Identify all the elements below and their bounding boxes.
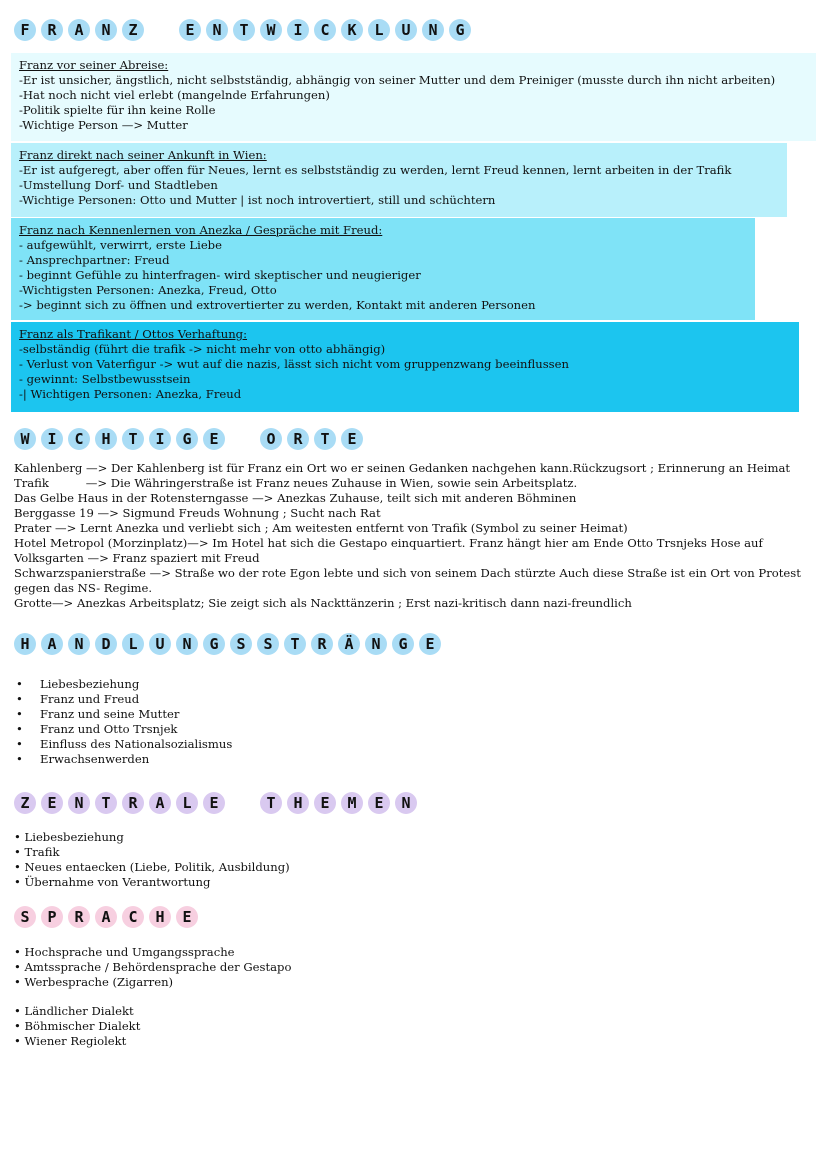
heading-letter: Ä	[338, 633, 360, 655]
list-item: • Franz und Freud	[14, 692, 232, 707]
heading-letter: W	[14, 428, 36, 450]
heading-letter: T	[95, 792, 117, 814]
heading-letter: C	[314, 19, 336, 41]
heading-zentrale-themen	[14, 792, 452, 814]
section-line: -Umstellung Dorf- und Stadtleben	[19, 178, 218, 192]
heading-letter: T	[122, 428, 144, 450]
heading-letter: N	[68, 792, 90, 814]
heading-letter: N	[176, 633, 198, 655]
heading-letter: H	[95, 428, 117, 450]
heading-word	[14, 428, 230, 450]
heading-letter: C	[122, 906, 144, 928]
orte-list	[14, 461, 826, 611]
heading-handlungsstraenge	[14, 633, 476, 655]
heading-letter: E	[179, 19, 201, 41]
heading-word	[14, 19, 149, 41]
section-line: -| Wichtigen Personen: Anezka, Freud	[19, 387, 242, 401]
ort-item: Volksgarten —> Franz spaziert mit Freud	[14, 551, 260, 565]
heading-letter: S	[14, 906, 36, 928]
list-item: • Hochsprache und Umgangssprache	[14, 945, 291, 960]
heading-letter: A	[41, 633, 63, 655]
heading-letter: R	[41, 19, 63, 41]
section-line: - Verlust von Vaterfigur -> wut auf die nazis, lässt sich nicht vom gruppenzwang beeinflussen	[19, 357, 569, 371]
section-box-vor-abreise	[11, 53, 816, 141]
heading-letter: D	[95, 633, 117, 655]
heading-letter: I	[41, 428, 63, 450]
section-line: -Politik spielte für ihn keine Rolle	[19, 103, 216, 117]
list-item: • Liebesbeziehung	[14, 830, 290, 845]
heading-letter: N	[68, 633, 90, 655]
heading-letter: S	[230, 633, 252, 655]
ort-item: Das Gelbe Haus in der Rotensterngasse —> Anezkas Zuhause, teilt sich mit anderen Böhminen	[14, 491, 577, 505]
heading-letter: N	[206, 19, 228, 41]
list-item: • Wiener Regiolekt	[14, 1034, 140, 1049]
section-title: Franz nach Kennenlernen von Anezka / Gespräche mit Freud:	[19, 223, 383, 237]
list-item: • Franz und Otto Trsnjek	[14, 722, 232, 737]
heading-word	[179, 19, 476, 41]
heading-letter: E	[41, 792, 63, 814]
heading-letter: E	[176, 906, 198, 928]
section-line: -Wichtige Personen: Otto und Mutter | ist noch introvertiert, still und schüchtern	[19, 193, 496, 207]
heading-letter: T	[260, 792, 282, 814]
heading-letter: U	[395, 19, 417, 41]
section-title: Franz als Trafikant / Ottos Verhaftung:	[19, 327, 248, 341]
heading-letter: E	[314, 792, 336, 814]
heading-letter: G	[176, 428, 198, 450]
heading-letter: E	[419, 633, 441, 655]
heading-letter: K	[341, 19, 363, 41]
heading-sprache	[14, 906, 233, 928]
section-line: -Er ist aufgeregt, aber offen für Neues, lernt es selbstständig zu werden, lernt Freud kennen, lernt arbeiten in der Trafik	[19, 163, 732, 177]
ort-item: Berggasse 19 —> Sigmund Freuds Wohnung ; Sucht nach Rat	[14, 506, 381, 520]
sprache-list-a	[14, 945, 291, 990]
heading-letter: N	[95, 19, 117, 41]
heading-letter: I	[149, 428, 171, 450]
heading-letter: A	[149, 792, 171, 814]
section-line: - aufgewühlt, verwirrt, erste Liebe	[19, 238, 222, 252]
heading-franz-entwicklung	[14, 19, 506, 41]
themen-list	[14, 830, 290, 890]
list-item: • Trafik	[14, 845, 290, 860]
heading-letter: S	[257, 633, 279, 655]
list-item: • Böhmischer Dialekt	[14, 1019, 140, 1034]
list-item: • Werbesprache (Zigarren)	[14, 975, 291, 990]
heading-letter: T	[233, 19, 255, 41]
list-item: • Einfluss des Nationalsozialismus	[14, 737, 232, 752]
heading-letter: E	[203, 792, 225, 814]
heading-letter: E	[203, 428, 225, 450]
heading-word	[260, 428, 368, 450]
section-line: -Wichtigsten Personen: Anezka, Freud, Otto	[19, 283, 277, 297]
heading-letter: W	[260, 19, 282, 41]
list-item: • Franz und seine Mutter	[14, 707, 232, 722]
ort-item: Grotte—> Anezkas Arbeitsplatz; Sie zeigt sich als Nackttänzerin ; Erst nazi-kritisch dann nazi-freundlich	[14, 596, 632, 610]
ort-item: Hotel Metropol (Morzinplatz)—> Im Hotel hat sich die Gestapo einquartiert. Franz hängt hier am Ende Otto Trsnjeks Hose auf	[14, 536, 763, 550]
list-item: • Erwachsenwerden	[14, 752, 232, 767]
heading-wichtige-orte	[14, 428, 398, 450]
heading-letter: M	[341, 792, 363, 814]
list-item: • Neues entaecken (Liebe, Politik, Ausbildung)	[14, 860, 290, 875]
section-line: - beginnt Gefühle zu hinterfragen- wird skeptischer und neugieriger	[19, 268, 421, 282]
heading-letter: R	[311, 633, 333, 655]
ort-item: Schwarzspanierstraße —> Straße wo der rote Egon lebte und sich von seinem Dach stürzte Auch diese Straße ist ein Ort von Protest gegen das NS- Regime.	[14, 566, 801, 595]
heading-letter: E	[368, 792, 390, 814]
heading-letter: Z	[122, 19, 144, 41]
handlung-list	[14, 677, 232, 767]
heading-letter: L	[368, 19, 390, 41]
sprache-list-b	[14, 1004, 140, 1049]
heading-letter: I	[287, 19, 309, 41]
heading-letter: G	[392, 633, 414, 655]
heading-letter: A	[68, 19, 90, 41]
heading-letter: T	[284, 633, 306, 655]
section-box-trafikant	[11, 322, 799, 412]
section-box-anezka-freud	[11, 218, 755, 320]
heading-letter: H	[287, 792, 309, 814]
heading-letter: C	[68, 428, 90, 450]
heading-letter: G	[449, 19, 471, 41]
section-line: -> beginnt sich zu öffnen und extrovertierter zu werden, Kontakt mit anderen Personen	[19, 298, 536, 312]
heading-word	[260, 792, 422, 814]
list-item: • Ländlicher Dialekt	[14, 1004, 140, 1019]
heading-letter: G	[203, 633, 225, 655]
heading-letter: E	[341, 428, 363, 450]
heading-letter: T	[314, 428, 336, 450]
ort-item: Trafik —> Die Währingerstraße ist Franz neues Zuhause in Wien, sowie sein Arbeitsplatz.	[14, 476, 578, 490]
heading-letter: N	[365, 633, 387, 655]
heading-letter: L	[176, 792, 198, 814]
heading-letter: O	[260, 428, 282, 450]
section-box-ankunft-wien	[11, 143, 787, 217]
ort-item: Kahlenberg —> Der Kahlenberg ist für Franz ein Ort wo er seinen Gedanken nachgehen kann.Rückzugsort ; Erinnerung an Heimat	[14, 461, 791, 475]
heading-letter: R	[122, 792, 144, 814]
heading-letter: Z	[14, 792, 36, 814]
section-line: -Hat noch nicht viel erlebt (mangelnde Erfahrungen)	[19, 88, 330, 102]
list-item: • Übernahme von Verantwortung	[14, 875, 290, 890]
heading-word	[14, 906, 203, 928]
heading-letter: N	[395, 792, 417, 814]
heading-letter: H	[14, 633, 36, 655]
section-title: Franz vor seiner Abreise:	[19, 58, 169, 72]
heading-letter: F	[14, 19, 36, 41]
ort-item: Prater —> Lernt Anezka und verliebt sich ; Am weitesten entfernt von Trafik (Symbol zu seiner Heimat)	[14, 521, 628, 535]
section-title: Franz direkt nach seiner Ankunft in Wien:	[19, 148, 267, 162]
section-line: -Er ist unsicher, ängstlich, nicht selbstständig, abhängig von seiner Mutter und dem Preiniger (musste durch ihn nicht arbeiten)	[19, 73, 776, 87]
heading-word	[14, 633, 446, 655]
heading-word	[14, 792, 230, 814]
section-line: - Ansprechpartner: Freud	[19, 253, 170, 267]
heading-letter: P	[41, 906, 63, 928]
heading-letter: U	[149, 633, 171, 655]
list-item: • Amtssprache / Behördensprache der Gestapo	[14, 960, 291, 975]
heading-letter: R	[68, 906, 90, 928]
heading-letter: L	[122, 633, 144, 655]
heading-letter: R	[287, 428, 309, 450]
list-item: • Liebesbeziehung	[14, 677, 232, 692]
section-line: -selbständig (führt die trafik -> nicht mehr von otto abhängig)	[19, 342, 386, 356]
section-line: - gewinnt: Selbstbewusstsein	[19, 372, 191, 386]
heading-letter: A	[95, 906, 117, 928]
heading-letter: H	[149, 906, 171, 928]
section-line: -Wichtige Person —> Mutter	[19, 118, 188, 132]
heading-letter: N	[422, 19, 444, 41]
